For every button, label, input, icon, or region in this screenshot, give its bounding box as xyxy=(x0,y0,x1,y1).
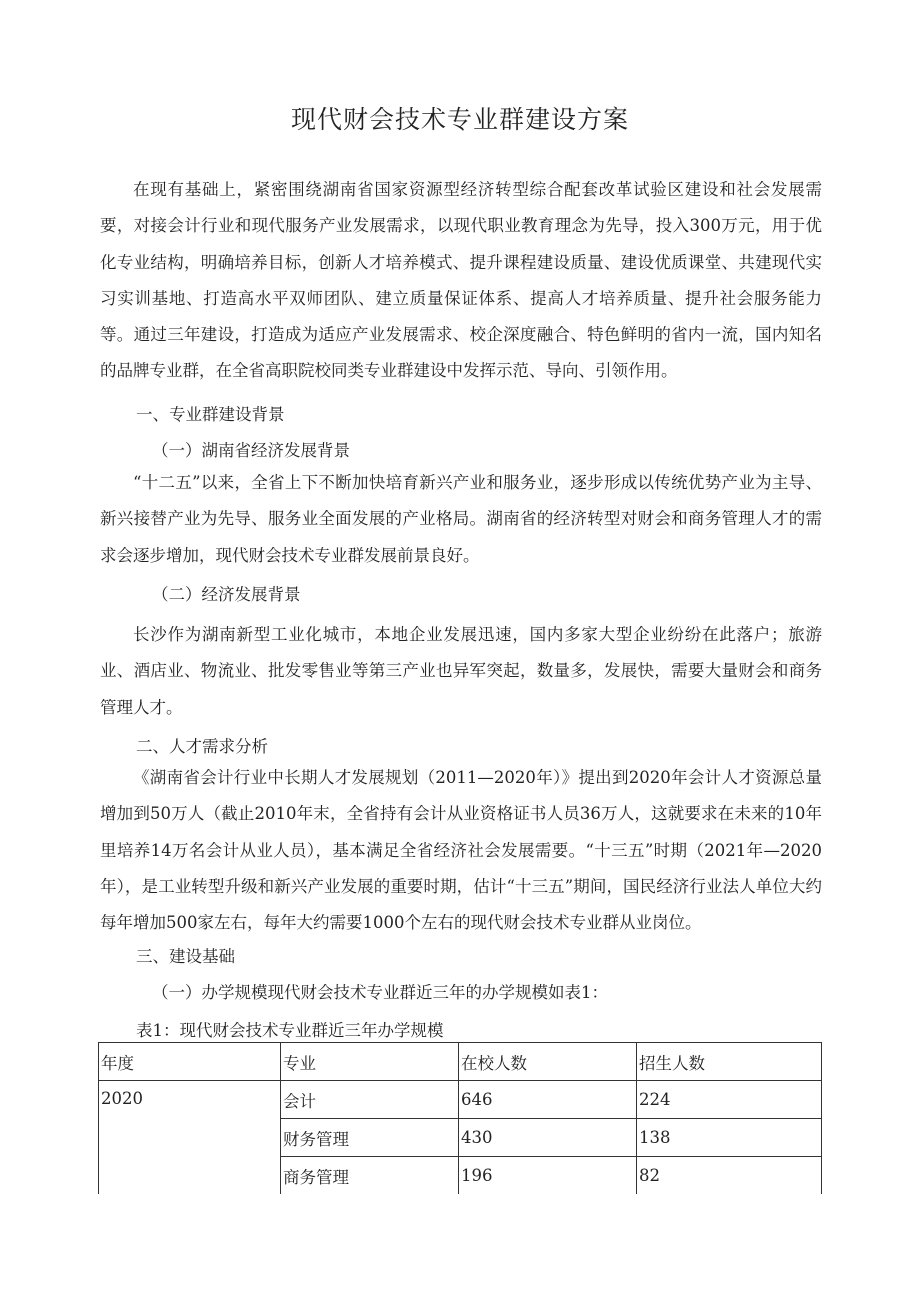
section-2-heading: 二、人才需求分析 xyxy=(136,737,268,756)
document-title: 现代财会技术专业群建设方案 xyxy=(290,105,629,134)
section-2-paragraph: 《湖南省会计行业中长期人才发展规划（2011—2020年）》提出到2020年会计人才资源总量增加到50万人（截止2010年末，全省持有会计从业资格证书人员36万人，这就要求在未来的10年里培养14万名会计从业人员），基本满足全省经济社会发展需要。“十三五”时期（2021年—2020年），是工业转型升级和新兴产业发展的重要时期，估计“十三五”期间，国民经济行业法人单位大约每年增加500家左右，每年大约需要1000个左右的现代财会技术专业群从业岗位。 xyxy=(100,768,822,933)
header-enrolled: 在校人数 xyxy=(459,1043,637,1081)
cell-major: 商务管理 xyxy=(281,1157,459,1195)
cell-major: 财务管理 xyxy=(281,1119,459,1157)
cell-major: 会计 xyxy=(281,1081,459,1119)
section-1-heading: 一、专业群建设背景 xyxy=(136,405,285,424)
header-major: 专业 xyxy=(281,1043,459,1081)
header-year: 年度 xyxy=(99,1043,281,1081)
header-recruited: 招生人数 xyxy=(637,1043,822,1081)
intro-paragraph: 在现有基础上，紧密围绕湖南省国家资源型经济转型综合配套改革试验区建设和社会发展需要，对接会计行业和现代服务产业发展需求，以现代职业教育理念为先导，投入300万元，用于优化专业结构，明确培养目标，创新人才培养模式、提升课程建设质量、建设优质课堂、共建现代实习实训基地、打造高水平双师团队、建立质量保证体系、提高人才培养质量、提升社会服务能力等。通过三年建设，打造成为适应产业发展需求、校企深度融合、特色鲜明的省内一流，国内知名的品牌专业群，在全省高职院校同类专业群建设中发挥示范、导向、引领作用。 xyxy=(100,180,822,381)
section-1-1-heading: （一）湖南省经济发展背景 xyxy=(152,441,350,460)
cell-recruited: 224 xyxy=(637,1081,822,1119)
section-1-2-heading: （二）经济发展背景 xyxy=(152,585,301,604)
cell-enrolled: 196 xyxy=(459,1157,637,1195)
cell-year: 2020 xyxy=(99,1081,281,1195)
cell-recruited: 138 xyxy=(637,1119,822,1157)
cell-enrolled: 646 xyxy=(459,1081,637,1119)
section-3-1-heading: （一）办学规模现代财会技术专业群近三年的办学规模如表1： xyxy=(152,983,608,1002)
enrollment-table xyxy=(98,1042,822,1194)
table-row xyxy=(99,1081,822,1119)
section-1-1-paragraph: “十二五”以来，全省上下不断加快培育新兴产业和服务业，逐步形成以传统优势产业为主导、新兴接替产业为先导、服务业全面发展的产业格局。湖南省的经济转型对财会和商务管理人才的需求会逐步增加，现代财会技术专业群发展前景良好。 xyxy=(100,473,822,565)
cell-enrolled: 430 xyxy=(459,1119,637,1157)
table-caption: 表1：现代财会技术专业群近三年办学规模 xyxy=(136,1021,444,1040)
cell-recruited: 82 xyxy=(637,1157,822,1195)
section-1-2-paragraph: 长沙作为湖南新型工业化城市，本地企业发展迅速，国内多家大型企业纷纷在此落户；旅游业、酒店业、物流业、批发零售业等第三产业也异军突起，数量多，发展快，需要大量财会和商务管理人才。 xyxy=(100,625,822,717)
section-3-heading: 三、建设基础 xyxy=(136,947,235,966)
table-header-row xyxy=(99,1043,822,1081)
